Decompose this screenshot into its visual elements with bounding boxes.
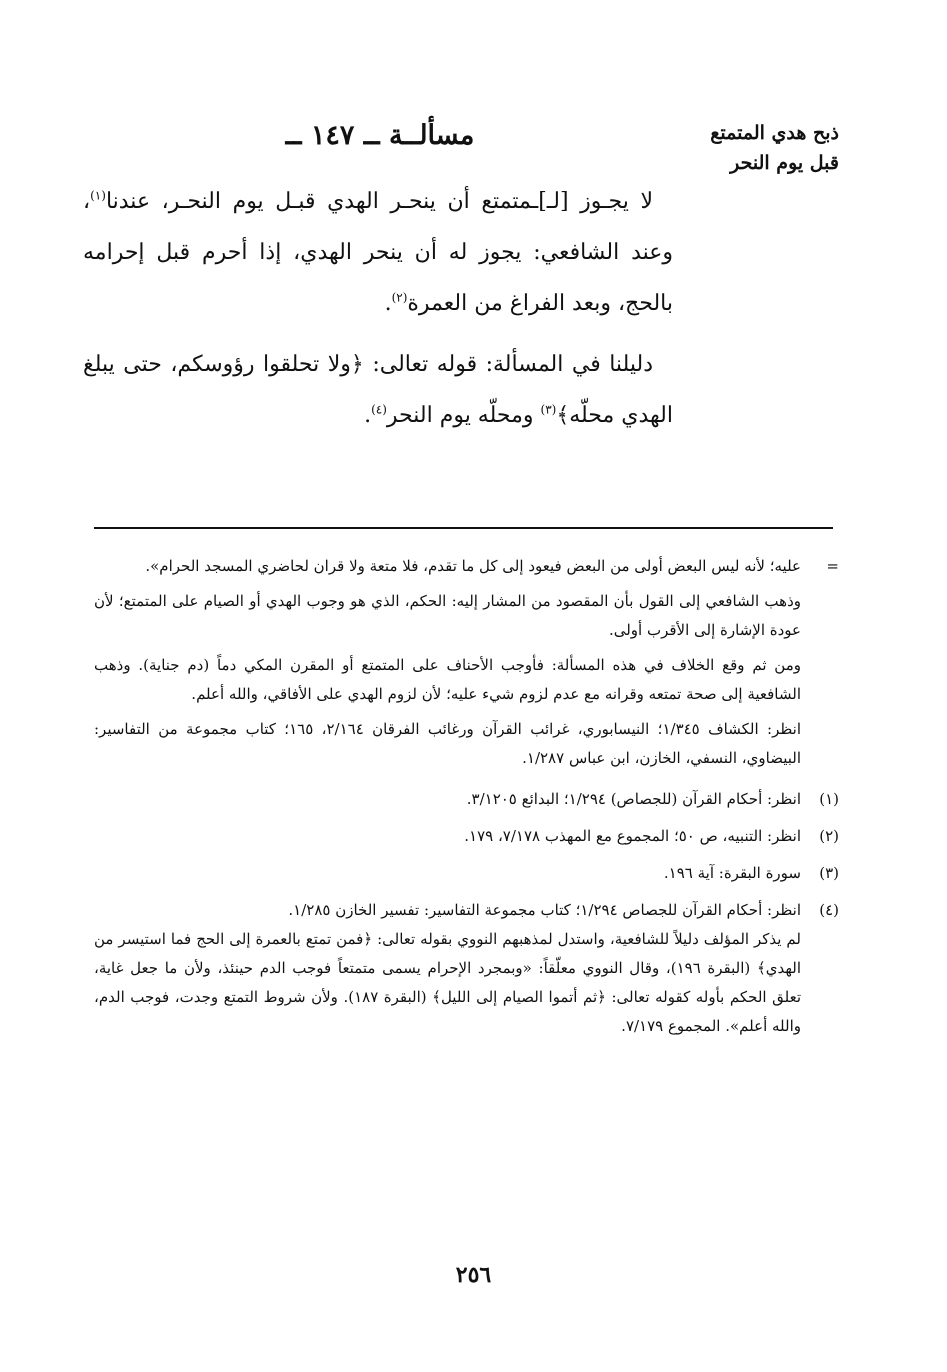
continuation-paragraph-2: وذهب الشافعي إلى القول بأن المقصود من المشار إليه: الحكم، الذي هو وجوب الهدي أو الصيام على المتمتع؛ لأن عودة الإشارة إلى الأقرب أولى. xyxy=(94,592,801,639)
main-paragraph-1 xyxy=(83,176,673,329)
footnote-text: انظر: أحكام القرآن (للجصاص) ١/٢٩٤؛ البدائع ٣/١٢٠٥. xyxy=(466,790,801,808)
footnote-ref-4: (٤) xyxy=(371,402,387,417)
footnote-3 xyxy=(94,859,839,888)
main-paragraph-1-part-c: . xyxy=(384,291,392,316)
footnote-text: انظر: التنبيه، ص ٥٠؛ المجموع مع المهذب ٧/١٧٨، ١٧٩. xyxy=(464,827,801,845)
main-paragraph-1-part-a: لا يجـوز [لـ]ـمتمتع أن ينحـر الهدي قبـل يوم النحـر، عندنا xyxy=(105,189,653,214)
footnote-text-continued: لم يذكر المؤلف دليلاً للشافعية، واستدل لمذهبهم النووي بقوله تعالى: ﴿فمن تمتع بالعمرة إلى الحج فما استيسر من الهدي﴾ (البقرة ١٩٦)، وقال النووي معلّقاً: «وبمجرد الإحرام يسمى متمتعاً فوجب الدم حينئذ، ولأن ما جعل غاية، تعلق الحكم بأوله كقوله تعالى: ﴿ثم أتموا الصيام إلى الليل﴾ (البقرة ١٨٧). ولأن شروط التمتع وجدت، فوجب الدم، والله أعلم». المجموع ٧/١٧٩. xyxy=(94,930,801,1035)
footnote-ref-1: (١) xyxy=(90,188,106,203)
main-paragraph-2-part-b: ومحلّه يوم النحر xyxy=(386,403,541,428)
footnote-number: (١) xyxy=(819,790,839,808)
main-paragraph-2-part-c: . xyxy=(364,403,372,428)
margin-note xyxy=(699,118,839,178)
footnote-text: انظر: أحكام القرآن للجصاص ١/٢٩٤؛ كتاب مجموعة التفاسير: تفسير الخازن ١/٢٨٥. xyxy=(288,901,801,919)
footnotes xyxy=(94,552,839,1041)
footnote-ref-3: (٣) xyxy=(540,402,557,417)
footnote-number: (٤) xyxy=(819,901,839,919)
margin-note-line-2: قبل يوم النحر xyxy=(730,152,839,174)
footnote-divider xyxy=(94,527,833,529)
issue-heading: مسألــة ــ ١٤٧ ــ xyxy=(285,120,475,151)
margin-note-line-1: ذبح هدي المتمتع xyxy=(710,122,839,144)
footnote-ref-2: (٢) xyxy=(391,290,408,305)
continuation-paragraph-1: عليه؛ لأنه ليس البعض أولى من البعض فيعود إلى كل ما تقدم، فلا متعة ولا قران لحاضري المسجد الحرام». xyxy=(145,557,801,575)
footnote-1 xyxy=(94,785,839,814)
main-paragraph-2-part-a: دليلنا في المسألة: قوله تعالى: ﴿ولا تحلقوا رؤوسكم، حتى يبلغ الهدي محلّه﴾ xyxy=(83,352,673,428)
footnote-continuation xyxy=(94,552,839,773)
continuation-paragraph-3: ومن ثم وقع الخلاف في هذه المسألة: فأوجب الأحناف على المتمتع أو المقرن المكي دماً (دم جناية). وذهب الشافعية إلى صحة تمتعه وقرانه مع عدم لزوم شيء عليه؛ لأن لزوم الهدي على الأفاقي، والله أعلم. xyxy=(94,656,801,703)
main-text xyxy=(83,176,673,451)
continuation-paragraph-4: انظر: الكشاف ١/٣٤٥؛ النيسابوري، غرائب القرآن ورغائب الفرقان ٢/١٦٤، ١٦٥؛ كتاب مجموعة من التفاسير: البيضاوي، النسفي، الخازن، ابن عباس ١/٢٨٧. xyxy=(94,720,801,767)
footnote-number: (٣) xyxy=(819,864,839,882)
continuation-mark: = xyxy=(826,557,839,575)
footnote-number: (٢) xyxy=(819,827,839,845)
page-number: ٢٥٦ xyxy=(455,1262,492,1288)
main-paragraph-1-part-b: ، وعند الشافعي: يجوز له أن ينحر الهدي، إذا أحرم قبل إحرامه بالحج، وبعد الفراغ من العمرة xyxy=(83,189,674,316)
footnote-4 xyxy=(94,896,839,1041)
footnote-text: سورة البقرة: آية ١٩٦. xyxy=(663,864,801,882)
main-paragraph-2 xyxy=(83,339,673,441)
footnote-2 xyxy=(94,822,839,851)
